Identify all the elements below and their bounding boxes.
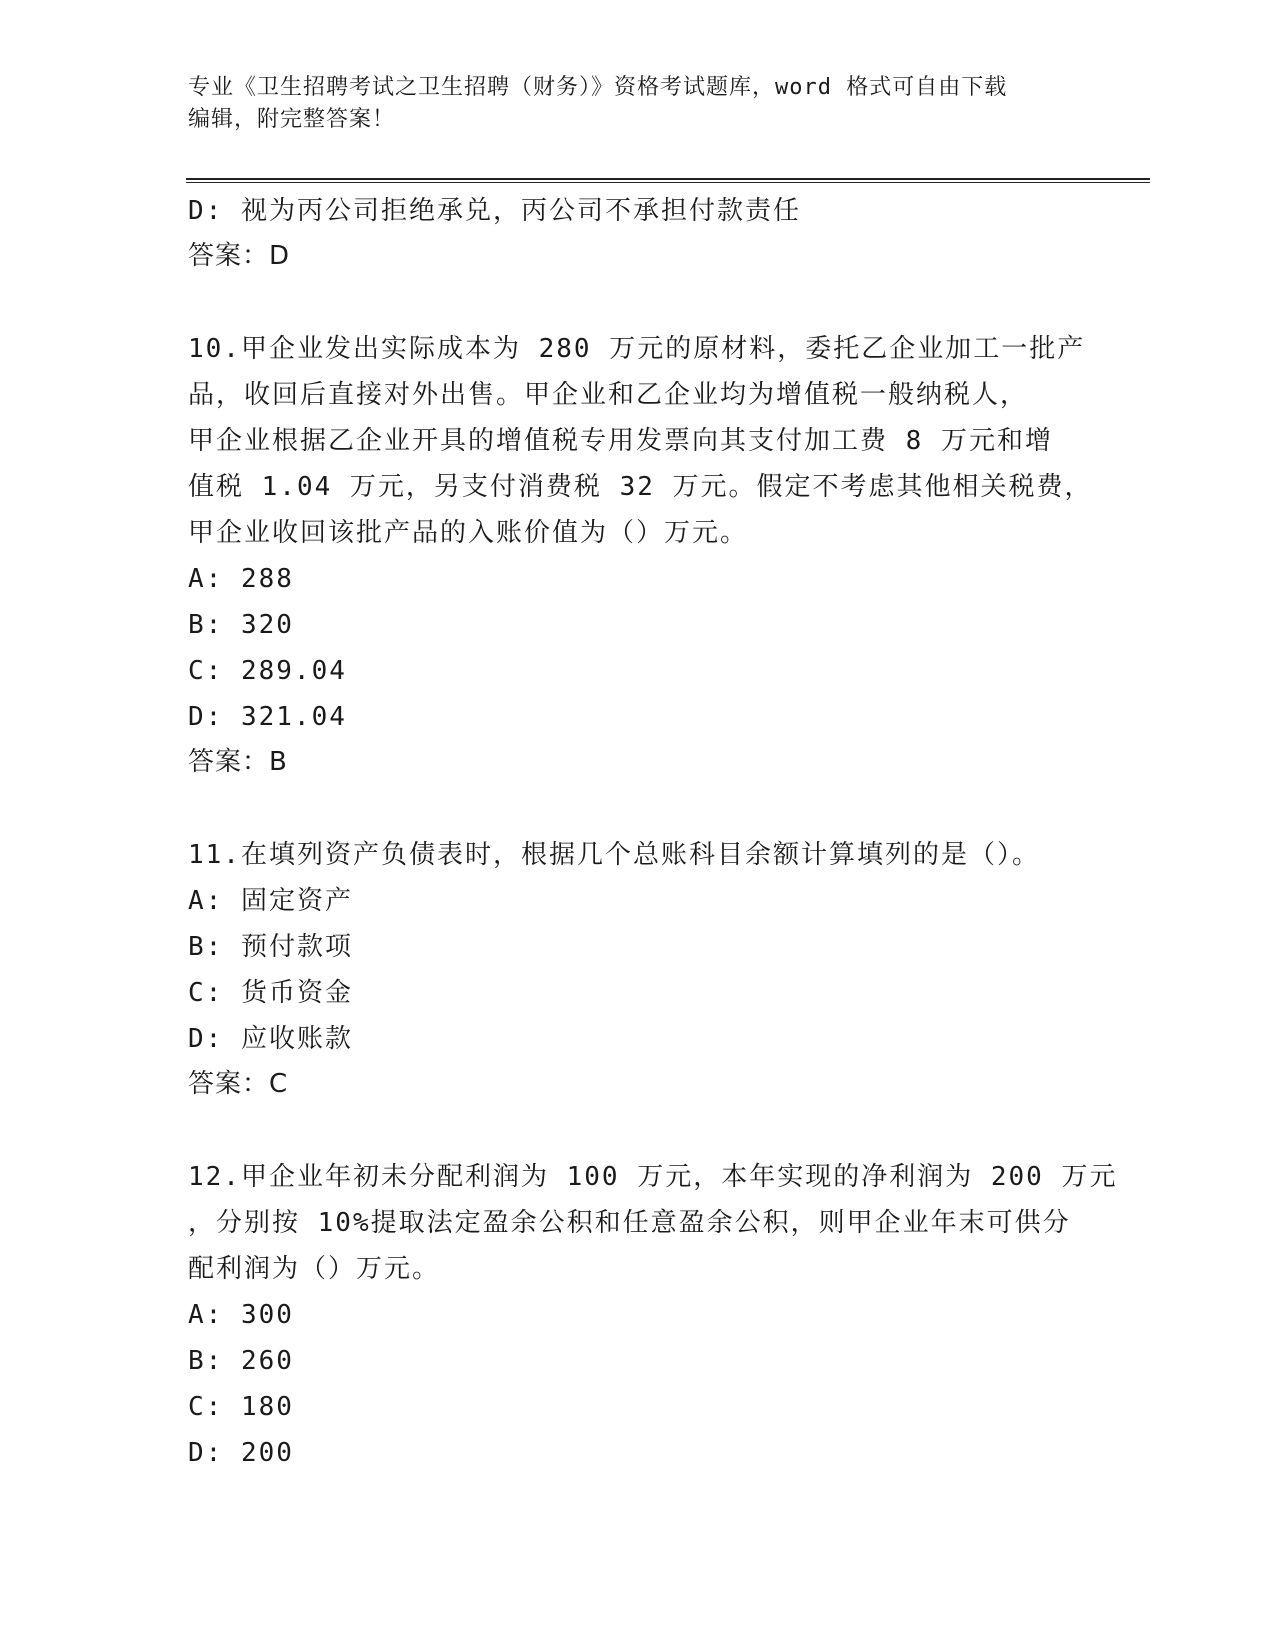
answer-label: 答案：B <box>188 747 288 777</box>
question-line: 值税 1.04 万元，另支付消费税 32 万元。假定不考虑其他相关税费， <box>188 472 1093 502</box>
previous-question-tail <box>188 188 1088 278</box>
question-line: 品，收回后直接对外出售。甲企业和乙企业均为增值税一般纳税人， <box>188 380 1029 410</box>
option-d: D: 321.04 <box>188 702 347 732</box>
header-line-1: 专业《卫生招聘考试之卫生招聘（财务）》资格考试题库，word 格式可自由下载 <box>188 75 1008 100</box>
question-11 <box>188 832 1088 1106</box>
option-b: B: 预付款项 <box>188 932 353 962</box>
answer-label: 答案：C <box>188 1069 289 1099</box>
question-line: 甲企业根据乙企业开具的增值税专用发票向其支付加工费 8 万元和增 <box>188 426 1053 456</box>
spacer <box>188 784 1088 832</box>
option-c: C: 289.04 <box>188 656 347 686</box>
question-line: 10.甲企业发出实际成本为 280 万元的原材料，委托乙企业加工一批产 <box>188 334 1086 364</box>
option-a: A: 固定资产 <box>188 886 353 916</box>
question-stem <box>188 832 1088 878</box>
question-line: 配利润为（）万元。 <box>188 1254 441 1284</box>
option-b: B: 260 <box>188 1346 294 1376</box>
document-body <box>188 188 1118 1476</box>
option-d: D: 视为丙公司拒绝承兑，丙公司不承担付款责任 <box>188 196 801 226</box>
option-c: C: 180 <box>188 1392 294 1422</box>
option-a: A: 300 <box>188 1300 294 1330</box>
spacer <box>188 278 1088 326</box>
question-line: 甲企业收回该批产品的入账价值为（）万元。 <box>188 518 749 548</box>
question-line: ，分别按 10%提取法定盈余公积和任意盈余公积，则甲企业年末可供分 <box>188 1208 1071 1238</box>
header-line-2: 编辑，附完整答案！ <box>188 107 396 132</box>
header-divider <box>186 178 1150 183</box>
option-b: B: 320 <box>188 610 294 640</box>
page-header <box>188 72 1088 136</box>
question-line: 12.甲企业年初未分配利润为 100 万元，本年实现的净利润为 200 万元 <box>188 1162 1118 1192</box>
option-a: A: 288 <box>188 564 294 594</box>
question-stem <box>188 326 1093 556</box>
spacer <box>188 1106 1088 1154</box>
option-c: C: 货币资金 <box>188 978 353 1008</box>
question-12 <box>188 1154 1118 1476</box>
option-d: D: 应收账款 <box>188 1024 353 1054</box>
question-10 <box>188 326 1093 784</box>
answer-label: 答案：D <box>188 241 291 271</box>
question-stem <box>188 1154 1118 1292</box>
question-line: 11.在填列资产负债表时，根据几个总账科目余额计算填列的是（）。 <box>188 840 1040 870</box>
option-d: D: 200 <box>188 1438 294 1468</box>
